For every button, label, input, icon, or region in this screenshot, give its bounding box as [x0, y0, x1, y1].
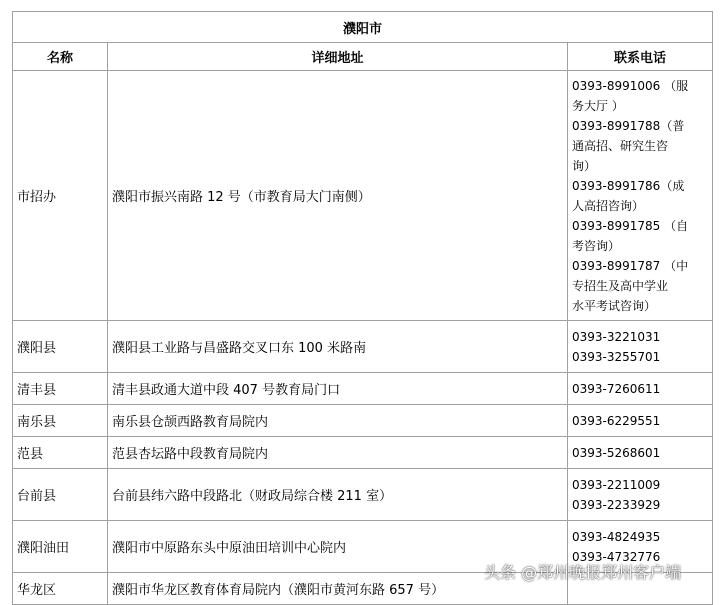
phone-line: 0393-7260611	[572, 381, 661, 396]
phone-line: 0393-5268601	[572, 445, 661, 460]
header-address: 详细地址	[108, 43, 568, 71]
cell-name: 台前县	[13, 469, 108, 521]
cell-name: 清丰县	[13, 373, 108, 405]
cell-address: 濮阳市华龙区教育体育局院内（濮阳市黄河东路 657 号）	[108, 573, 568, 605]
cell-address: 清丰县政通大道中段 407 号教育局门口	[108, 373, 568, 405]
phone-line: 0393-2233929	[572, 497, 661, 512]
phone-line: 水平考试咨询）	[572, 298, 657, 313]
phone-line: 务大厅 ）	[572, 98, 624, 113]
phone-line: 人高招咨询）	[572, 198, 645, 213]
phone-line: 专招生及高中学业	[572, 278, 669, 293]
header-name: 名称	[13, 43, 108, 71]
phone-line: 0393-8991006 （服	[572, 78, 689, 93]
phone-line: 通高招、研究生咨	[572, 138, 669, 153]
cell-phone	[568, 437, 713, 469]
table-row	[13, 321, 713, 373]
cell-name: 濮阳县	[13, 321, 108, 373]
phone-line: 0393-2211009	[572, 477, 661, 492]
phone-line: 0393-4824935	[572, 529, 661, 544]
contact-table	[12, 11, 713, 605]
cell-phone	[568, 405, 713, 437]
phone-line: 0393-8991785 （自	[572, 218, 689, 233]
cell-address: 濮阳县工业路与昌盛路交叉口东 100 米路南	[108, 321, 568, 373]
cell-phone	[568, 321, 713, 373]
cell-name: 南乐县	[13, 405, 108, 437]
phone-line: 0393-8991788（普	[572, 118, 685, 133]
cell-name: 濮阳油田	[13, 521, 108, 573]
phone-line: 询）	[572, 158, 597, 173]
table-title-row	[13, 12, 713, 43]
cell-address: 台前县纬六路中段路北（财政局综合楼 211 室）	[108, 469, 568, 521]
table-row	[13, 469, 713, 521]
table-row	[13, 71, 713, 321]
table-row	[13, 437, 713, 469]
cell-address: 范县杏坛路中段教育局院内	[108, 437, 568, 469]
table-row	[13, 405, 713, 437]
cell-address: 濮阳市中原路东头中原油田培训中心院内	[108, 521, 568, 573]
cell-name: 市招办	[13, 71, 108, 321]
watermark: 头条 @郑州晚报郑州客户端	[484, 563, 682, 582]
table-title: 濮阳市	[13, 12, 713, 43]
phone-line: 0393-8991786（成	[572, 178, 685, 193]
cell-phone	[568, 373, 713, 405]
cell-name: 范县	[13, 437, 108, 469]
phone-line: 考咨询）	[572, 238, 621, 253]
cell-address: 濮阳市振兴南路 12 号（市教育局大门南侧）	[108, 71, 568, 321]
cell-address: 南乐县仓颉西路教育局院内	[108, 405, 568, 437]
table-row	[13, 373, 713, 405]
phone-line: 0393-3221031	[572, 329, 661, 344]
phone-line: 0393-4732776	[572, 549, 661, 564]
phone-line: 0393-3255701	[572, 349, 661, 364]
phone-line: 0393-8991787 （中	[572, 258, 689, 273]
cell-name: 华龙区	[13, 573, 108, 605]
phone-line: 0393-6229551	[572, 413, 661, 428]
cell-phone	[568, 71, 713, 321]
header-phone: 联系电话	[568, 43, 713, 71]
table-header-row	[13, 43, 713, 71]
cell-phone	[568, 469, 713, 521]
